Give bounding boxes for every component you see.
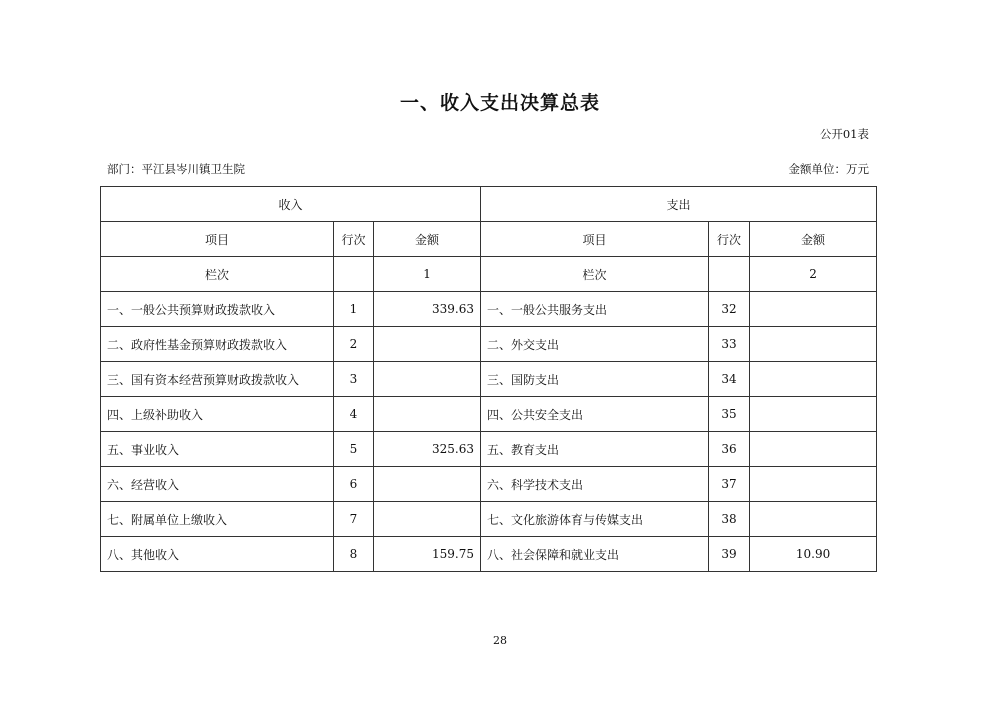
income-amount-cell	[374, 327, 481, 362]
column-index-row	[101, 257, 877, 292]
expense-column-blank	[709, 257, 750, 292]
expense-amount-cell	[750, 397, 877, 432]
expense-item-cell: 一、一般公共服务支出	[481, 292, 709, 327]
income-row-no-cell: 6	[334, 467, 374, 502]
income-row-no-cell: 8	[334, 537, 374, 572]
income-section-header: 收入	[101, 187, 481, 222]
expense-section-header: 支出	[481, 187, 877, 222]
income-amount-cell	[374, 397, 481, 432]
expense-row-no-header: 行次	[709, 222, 750, 257]
income-amount-cell: 325.63	[374, 432, 481, 467]
expense-row-no-cell: 34	[709, 362, 750, 397]
expense-row-no-cell: 39	[709, 537, 750, 572]
expense-column-index: 2	[750, 257, 877, 292]
department-label: 部门：平江县岑川镇卫生院	[107, 162, 245, 176]
page-title: 一、收入支出决算总表	[399, 92, 600, 114]
income-amount-header: 金额	[374, 222, 481, 257]
expense-row-no-cell: 32	[709, 292, 750, 327]
table-row	[101, 292, 877, 327]
income-amount-cell: 339.63	[374, 292, 481, 327]
expense-amount-cell: 10.90	[750, 537, 877, 572]
income-row-no-header: 行次	[334, 222, 374, 257]
income-row-no-cell: 2	[334, 327, 374, 362]
income-amount-cell	[374, 362, 481, 397]
unit-label: 金额单位：万元	[788, 162, 869, 176]
income-amount-cell	[374, 502, 481, 537]
income-row-no-cell: 1	[334, 292, 374, 327]
income-item-cell: 五、事业收入	[101, 432, 334, 467]
income-row-no-cell: 3	[334, 362, 374, 397]
page-number: 28	[493, 634, 507, 647]
expense-amount-cell	[750, 327, 877, 362]
expense-item-cell: 六、科学技术支出	[481, 467, 709, 502]
income-column-label: 栏次	[101, 257, 334, 292]
table-row	[101, 502, 877, 537]
income-item-cell: 四、上级补助收入	[101, 397, 334, 432]
expense-item-cell: 四、公共安全支出	[481, 397, 709, 432]
expense-item-cell: 二、外交支出	[481, 327, 709, 362]
income-item-cell: 一、一般公共预算财政拨款收入	[101, 292, 334, 327]
expense-item-cell: 五、教育支出	[481, 432, 709, 467]
expense-amount-cell	[750, 467, 877, 502]
income-column-index: 1	[374, 257, 481, 292]
income-item-cell: 七、附属单位上缴收入	[101, 502, 334, 537]
income-item-cell: 六、经营收入	[101, 467, 334, 502]
expense-amount-cell	[750, 432, 877, 467]
income-item-cell: 三、国有资本经营预算财政拨款收入	[101, 362, 334, 397]
income-item-cell: 八、其他收入	[101, 537, 334, 572]
expense-amount-cell	[750, 292, 877, 327]
table-row	[101, 537, 877, 572]
income-item-header: 项目	[101, 222, 334, 257]
expense-item-cell: 三、国防支出	[481, 362, 709, 397]
table-row	[101, 362, 877, 397]
income-amount-cell	[374, 467, 481, 502]
expense-item-header: 项目	[481, 222, 709, 257]
expense-row-no-cell: 35	[709, 397, 750, 432]
table-row	[101, 327, 877, 362]
table-row	[101, 397, 877, 432]
expense-row-no-cell: 36	[709, 432, 750, 467]
income-row-no-cell: 5	[334, 432, 374, 467]
budget-summary-table	[100, 186, 877, 572]
column-header-row	[101, 222, 877, 257]
expense-amount-cell	[750, 502, 877, 537]
section-header-row	[101, 187, 877, 222]
income-amount-cell: 159.75	[374, 537, 481, 572]
expense-row-no-cell: 33	[709, 327, 750, 362]
expense-amount-cell	[750, 362, 877, 397]
expense-column-label: 栏次	[481, 257, 709, 292]
expense-item-cell: 七、文化旅游体育与传媒支出	[481, 502, 709, 537]
expense-row-no-cell: 38	[709, 502, 750, 537]
income-row-no-cell: 4	[334, 397, 374, 432]
income-row-no-cell: 7	[334, 502, 374, 537]
form-number: 公开01表	[819, 127, 869, 141]
expense-item-cell: 八、社会保障和就业支出	[481, 537, 709, 572]
income-column-blank	[334, 257, 374, 292]
table-row	[101, 467, 877, 502]
income-item-cell: 二、政府性基金预算财政拨款收入	[101, 327, 334, 362]
expense-row-no-cell: 37	[709, 467, 750, 502]
expense-amount-header: 金额	[750, 222, 877, 257]
table-row	[101, 432, 877, 467]
